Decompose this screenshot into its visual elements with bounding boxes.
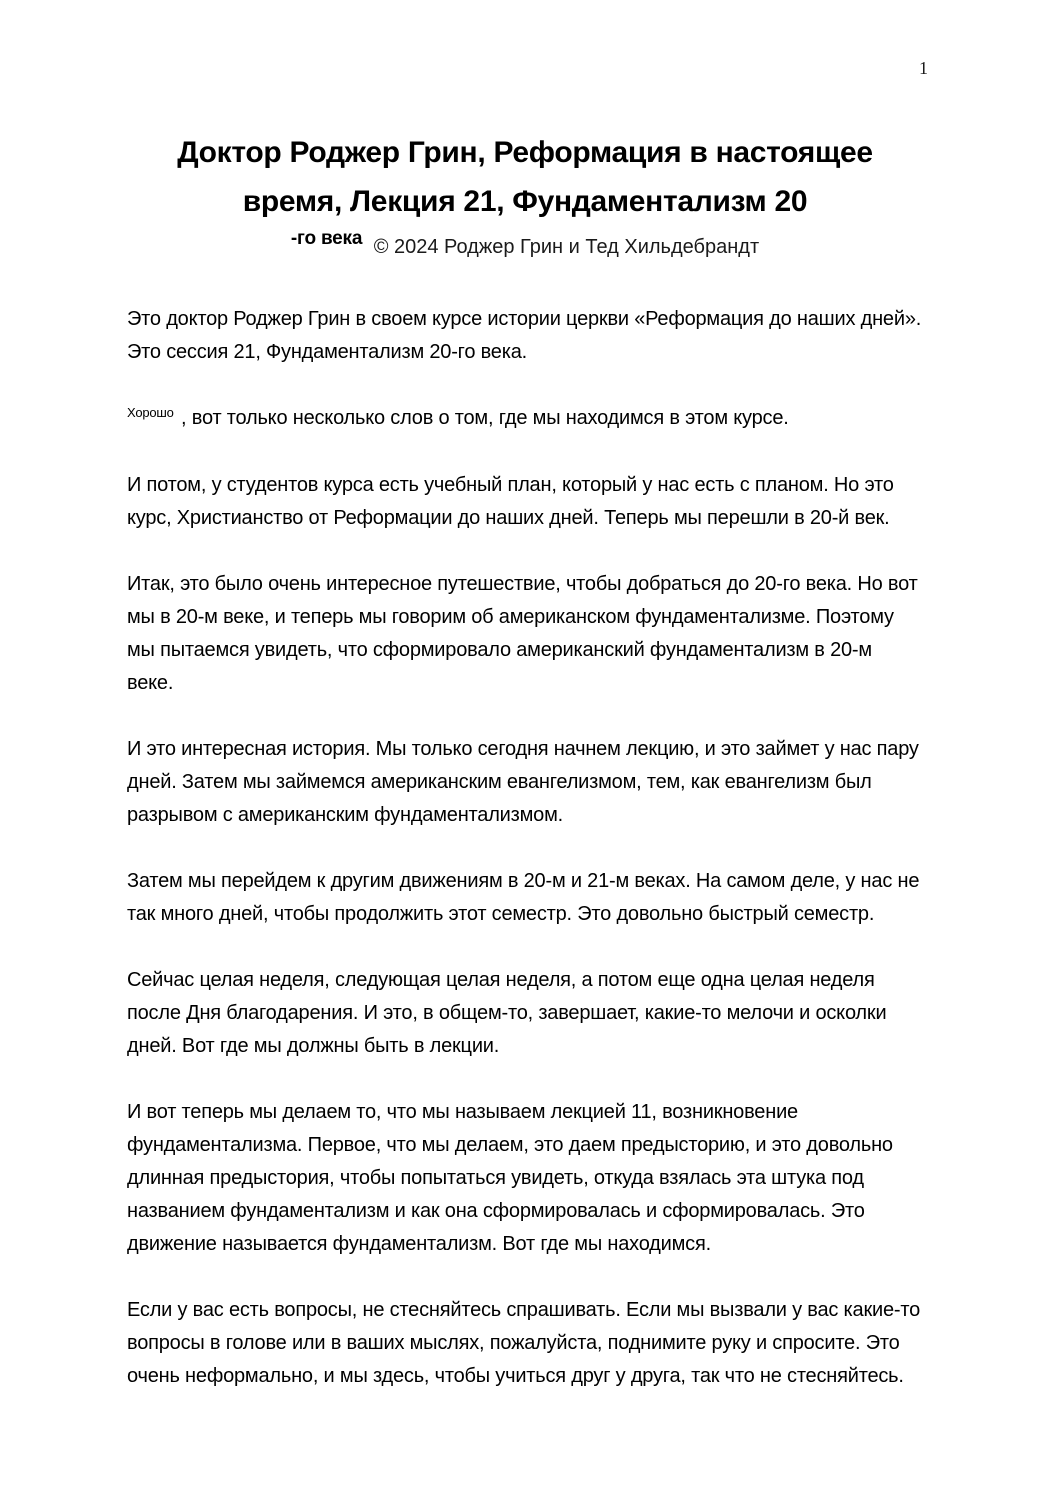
title-suffix: -го века (290, 228, 363, 249)
copyright-notice: © 2024 Роджер Грин и Тед Хильдебрандт (373, 236, 760, 258)
paragraph-8 (127, 1096, 923, 1261)
title-line-2: время, Лекция 21, Фундаментализм 20 (242, 185, 808, 218)
document-title (127, 128, 923, 226)
page-number: 1 (919, 58, 928, 78)
paragraph-6-text: Затем мы перейдем к другим движениям в 20-м и 21-м веках. На самом деле, у нас не так много дней, чтобы продолжить этот семестр. Это довольно быстрый семестр. (127, 870, 920, 925)
paragraph-7 (127, 964, 923, 1063)
subtitle-line (127, 228, 923, 259)
paragraph-8-text: И вот теперь мы делаем то, что мы называем лекцией 11, возникновение фундаментализма. Первое, что мы делаем, это даем предысторию, и это довольно длинная предыстория, чтобы попытаться увидеть, откуда взялась эта штука под названием фундаментализм и как она сформировалась и сформировалась. Это движение называется фундаментализм. Вот где мы находимся. (127, 1101, 893, 1255)
paragraph-4-text: Итак, это было очень интересное путешествие, чтобы добраться до 20-го века. Но вот мы в 20-м веке, и теперь мы говорим об американском фундаментализме. Поэтому мы пытаемся увидеть, что сформировало американский фундаментализм в 20-м веке. (127, 573, 918, 694)
paragraph-4 (127, 568, 923, 700)
paragraph-2-superscript: Хорошо (127, 405, 174, 420)
paragraph-5 (127, 733, 923, 832)
paragraph-2 (127, 402, 923, 436)
paragraph-3 (127, 469, 923, 535)
paragraph-9-text: Если у вас есть вопросы, не стесняйтесь спрашивать. Если мы вызвали у вас какие-то вопросы в голове или в ваших мыслях, пожалуйста, поднимите руку и спросите. Это очень неформально, и мы здесь, чтобы учиться друг у друга, так что не стесняйтесь. (127, 1299, 921, 1387)
paragraph-3-text: И потом, у студентов курса есть учебный план, который у нас есть с планом. Но это курс, Христианство от Реформации до наших дней. Теперь мы перешли в 20-й век. (127, 474, 894, 529)
paragraph-5-text: И это интересная история. Мы только сегодня начнем лекцию, и это займет у нас пару дней. Затем мы займемся американским евангелизмом, тем, как евангелизм был разрывом с американским фундаментализмом. (127, 738, 919, 826)
body-text (127, 303, 923, 1393)
paragraph-6 (127, 865, 923, 931)
paragraph-1-text: Это доктор Роджер Грин в своем курсе истории церкви «Реформация до наших дней». Это сессия 21, Фундаментализм 20-го века. (127, 308, 922, 363)
title-line-1: Доктор Роджер Грин, Реформация в настоящее (177, 136, 873, 169)
paragraph-7-text: Сейчас целая неделя, следующая целая неделя, а потом еще одна целая неделя после Дня благодарения. И это, в общем-то, завершает, какие-то мелочи и осколки дней. Вот где мы должны быть в лекции. (127, 969, 887, 1057)
paragraph-1 (127, 303, 923, 369)
paragraph-2-text: , вот только несколько слов о том, где мы находимся в этом курсе. (181, 407, 789, 429)
paragraph-9 (127, 1294, 923, 1393)
